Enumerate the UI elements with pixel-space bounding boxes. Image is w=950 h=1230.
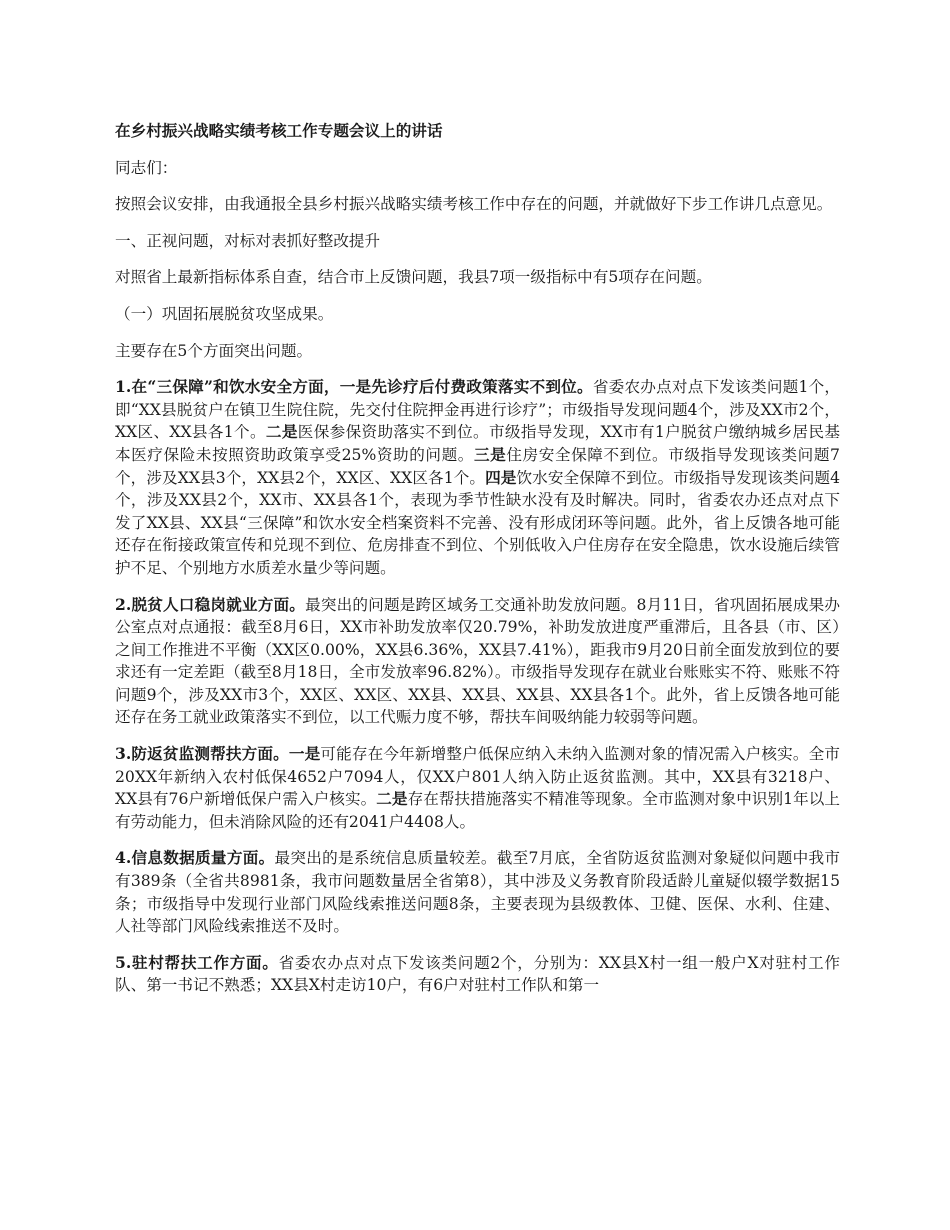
- item-2-paragraph: [115, 594, 840, 730]
- item-4-text: 最突出的是系统信息质量较差。截至7月底，全省防返贫监测对象疑似问题中我市有389条（全省共8981条，我市问题数量居全省第8），其中涉及义务教育阶段适龄儿童疑似辍学数据15条；市级指导中发现行业部门风险线索推送问题8条，主要表现为县级教体、卫健、医保、水利、住建、人社等部门风险线索推送不及时。: [115, 849, 841, 936]
- subsection-heading: （一）巩固拓展脱贫攻坚成果。: [115, 304, 334, 323]
- document-body: [115, 120, 840, 1011]
- item-2-lead: 2.脱贫人口稳岗就业方面。: [115, 594, 306, 614]
- item-3-text-1: 可能存在今年新增整户低保应纳入未纳入监测对象的情况需入户核实。全市20XX年新纳入农村低保4652户7094人，仅XX户801人纳入防止返贫监测。其中，XX县有3218户、XX县有76户新增低保户需入户核实。: [115, 745, 840, 809]
- item-3-paragraph: [115, 743, 840, 833]
- item-1-text-3: 住房安全保障不到位。市级指导发现该类问题7个，涉及XX县3个，XX县2个，XX区、XX区各1个。: [115, 445, 840, 487]
- summary-paragraph: 主要存在5个方面突出问题。: [115, 341, 313, 360]
- section-heading: 一、正视问题，对标对表抓好整改提升: [115, 231, 381, 250]
- item-4-paragraph: [115, 847, 840, 937]
- item-4-lead: 4.信息数据质量方面。: [115, 848, 275, 868]
- item-1-lead: 1.在“三保障”和饮水安全方面，一是先诊疗后付费政策落实不到位。: [115, 377, 593, 397]
- greeting: 同志们：: [115, 158, 178, 177]
- item-3-keyword-1: 一是: [288, 744, 321, 764]
- item-5-text: 省委农办点对点下发该类问题2个，分别为：XX县X村一组一般户X对驻村工作队、第一书记不熟悉；XX县X村走访10户，有6户对驻村工作队和第一: [115, 953, 841, 995]
- item-3-text-2: 存在帮扶措施落实不精准等现象。全市监测对象中识别1年以上有劳动能力，但未消除风险的还有2041户4408人。: [115, 790, 841, 831]
- item-1-keyword-3: 三是: [473, 444, 507, 464]
- item-2-text: 最突出的问题是跨区域务工交通补助发放问题。8月11日，省巩固拓展成果办公室点对点通报：截至8月6日，XX市补助发放率仅20.79%，补助发放进度严重滞后，且各县（市、区）之间工作推进不平衡（XX区0.00%，XX县6.36%，XX县7.41%），距我市9月20日前全面发放到位的要求还有一定差距（截至8月18日，全市发放率96.82%）。市级指导发现存在就业台账账实不符、账账不符问题9个，涉及XX市3个，XX区、XX区、XX县、XX县、XX县、XX县各1个。此外，省上反馈各地可能还存在务工就业政策落实不到位，以工代赈力度不够，帮扶车间吸纳能力较弱等问题。: [115, 595, 841, 727]
- item-1-text-4: 饮水安全保障不到位。市级指导发现该类问题4个，涉及XX县2个，XX市、XX县各1个，表现为季节性缺水没有及时解决。同时，省委农办还点对点下发了XX县、XX县“三保障”和饮水安全档案资料不完善、没有形成闭环等问题。此外，省上反馈各地可能还存在衔接政策宣传和兑现不到位、危房排查不到位、个别低收入户住房存在安全隐患，饮水设施后续管护不足、个别地方水质差水量少等问题。: [115, 468, 841, 577]
- document-title: 在乡村振兴战略实绩考核工作专题会议上的讲话: [115, 121, 443, 140]
- item-1-text-2: 医保参保资助落实不到位。市级指导发现，XX市有1户脱贫户缴纳城乡居民基本医疗保险未按照资助政策享受25%资助的问题。: [115, 423, 841, 464]
- item-5-paragraph: [115, 952, 840, 997]
- item-5-lead: 5.驻村帮扶工作方面。: [115, 952, 279, 972]
- item-1-paragraph: [115, 376, 840, 579]
- item-1-text-1: 省委农办点对点下发该类问题1个，即“XX县脱贫户在镇卫生院住院，先交付住院押金再进行诊疗”；市级指导发现问题4个，涉及XX市2个，XX区、XX县各1个。: [115, 378, 841, 442]
- item-1-keyword-2: 二是: [265, 422, 298, 442]
- intro-paragraph: 按照会议安排，由我通报全县乡村振兴战略实绩考核工作中存在的问题，并就做好下步工作讲几点意见。: [115, 195, 833, 214]
- overview-paragraph: 对照省上最新指标体系自查，结合市上反馈问题，我县7项一级指标中有5项存在问题。: [115, 268, 712, 287]
- item-3-keyword-2: 二是: [376, 789, 408, 809]
- item-1-keyword-4: 四是: [485, 467, 517, 487]
- item-3-lead: 3.防返贫监测帮扶方面。: [115, 744, 289, 764]
